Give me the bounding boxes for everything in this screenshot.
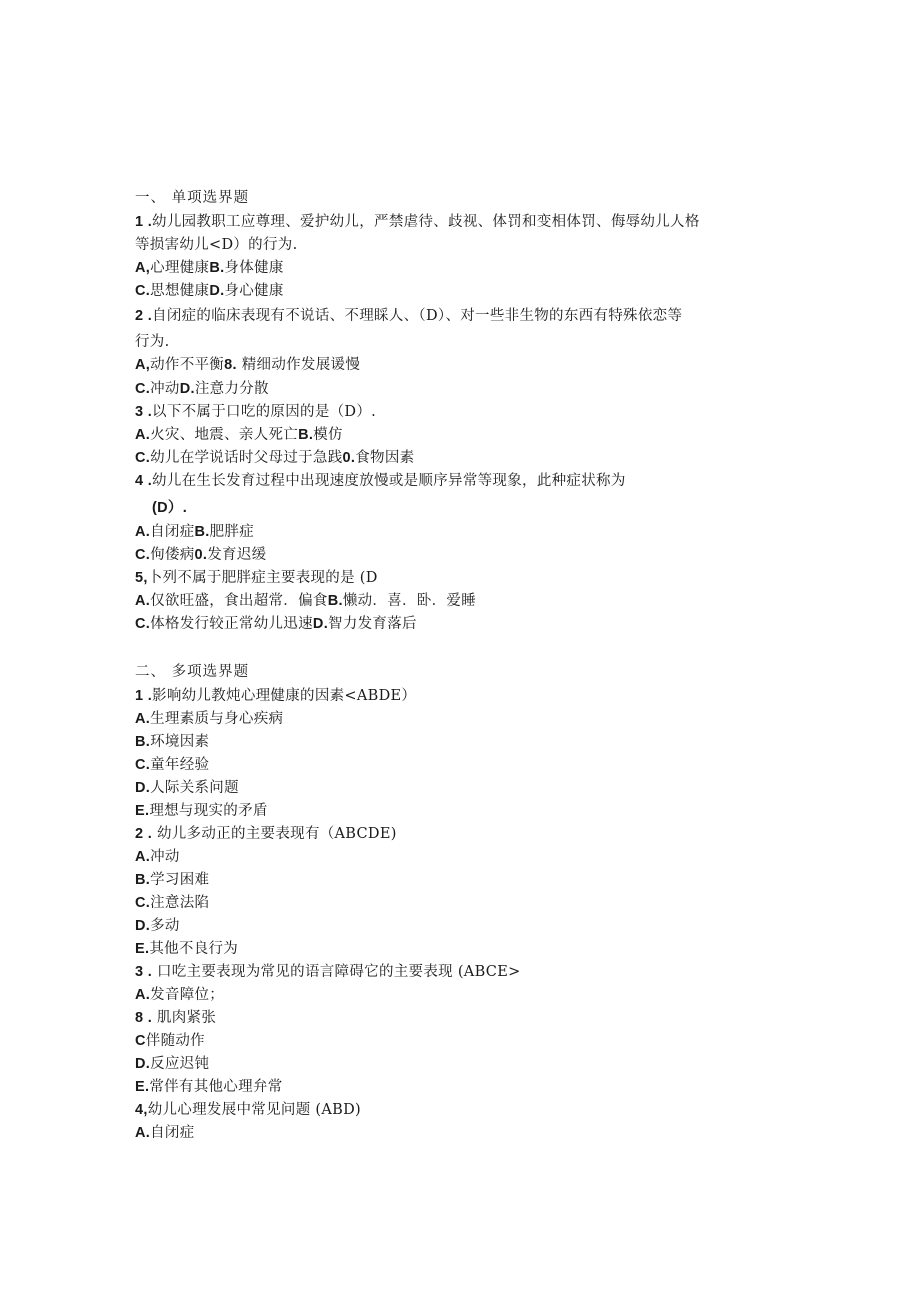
option-line (135, 1053, 209, 1075)
question-number: 3 . (135, 404, 153, 420)
option-text: 童年经验 (150, 757, 210, 773)
option-letter: D. (209, 283, 225, 299)
option-text: 常伴有其他心理弁常 (149, 1079, 283, 1095)
option-text: 人际关系问题 (150, 780, 239, 796)
question-line (135, 567, 378, 589)
question-line (135, 331, 170, 353)
option-letter: E. (135, 803, 150, 819)
question-text: 自闭症的临床表现有不说话、不理睬人、（D）、对一些非生物的东西有特殊依恋等 (152, 308, 683, 324)
option-letter: A. (135, 711, 151, 727)
option-letter: C. (135, 757, 151, 773)
option-line (135, 892, 209, 914)
option-letter: A. (135, 1125, 151, 1141)
question-line (135, 823, 397, 845)
option-line (135, 731, 209, 753)
option-text: 佝偻病 (150, 547, 195, 563)
option-letter: C. (135, 283, 151, 299)
option-text: 伴随动作 (145, 1033, 205, 1049)
question-line (135, 401, 376, 423)
option-text: 注意法陷 (150, 895, 210, 911)
question-text: 卜列不属于肥胖症主要表现的是 (D (147, 570, 378, 586)
question-number: 1 . (135, 214, 153, 230)
option-letter: 8 . (135, 1010, 153, 1026)
option-line (135, 869, 209, 891)
option-line (135, 1122, 195, 1144)
question-text: 幼儿心理发展中常见问题 (ABD) (147, 1102, 361, 1118)
option-letter: B. (209, 260, 225, 276)
option-text: 仅欲旺盛，食出超常．偏食 (150, 593, 328, 609)
option-line (135, 1076, 283, 1098)
option-line (135, 984, 224, 1006)
option-text: 幼儿在学说话时父母过于急践 (150, 450, 343, 466)
option-text: 身体健康 (224, 260, 284, 276)
option-line (135, 708, 283, 730)
option-line (135, 544, 266, 566)
option-text: 动作不平衡 (150, 357, 225, 373)
option-line (135, 777, 239, 799)
option-letter: D. (312, 616, 329, 632)
option-letter: C. (135, 616, 151, 632)
question-text: 幼儿园教职工应尊理、爱护幼儿，严禁虐待、歧视、体罚和变相体罚、侮辱幼儿人格 (152, 214, 700, 230)
question-text: 以下不属于口吃的原因的是（D）. (152, 404, 377, 420)
section-1-heading: 一、 单项选界题 (135, 190, 250, 206)
question-text: 幼儿在生长发育过程中出现速度放慢或是顺序异常等现象，此种症状称为 (152, 473, 626, 489)
option-line (135, 257, 284, 279)
option-line (135, 1030, 205, 1052)
option-line (135, 590, 476, 612)
question-line (135, 305, 682, 327)
option-letter: C (135, 1033, 146, 1049)
option-letter: B. (135, 734, 151, 750)
option-text: 食物因素 (355, 450, 415, 466)
question-number: 2 . (135, 308, 153, 324)
question-text: 等损害幼儿<D）的行为. (135, 237, 298, 253)
option-letter: A. (135, 427, 151, 443)
option-letter: A. (135, 593, 151, 609)
option-text: 其他不良行为 (149, 941, 239, 957)
option-letter: C. (135, 381, 151, 397)
option-line (135, 846, 180, 868)
option-letter: A. (135, 987, 151, 1003)
option-letter: A, (135, 357, 151, 373)
option-text: 自闭症 (150, 1125, 195, 1141)
option-text: 思想健康 (150, 283, 210, 299)
option-text: 生理素质与身心疾病 (150, 711, 284, 727)
answer-text: (D）. (152, 500, 188, 516)
option-text: 学习困难 (150, 872, 210, 888)
option-letter: C. (135, 450, 151, 466)
option-text: 智力发育落后 (328, 616, 417, 632)
option-text: 多动 (150, 918, 180, 934)
question-number: 4, (135, 1102, 148, 1118)
question-number: 4 . (135, 473, 153, 489)
option-text: 注意力分散 (194, 381, 269, 397)
option-text: 肥胖症 (209, 524, 255, 540)
question-line (135, 470, 626, 492)
option-letter: C. (135, 547, 151, 563)
option-letter: 0. (194, 547, 208, 563)
option-line (135, 354, 360, 376)
question-number: 1 . (135, 688, 153, 704)
option-letter: C. (135, 895, 151, 911)
option-line (135, 754, 209, 776)
question-number: 3 . (135, 964, 153, 980)
question-line (135, 1099, 361, 1121)
option-text: 自闭症 (150, 524, 195, 540)
option-letter: D. (135, 780, 151, 796)
option-letter: D. (179, 381, 195, 397)
question-line (135, 211, 700, 233)
option-text: 发音障位； (150, 987, 225, 1003)
option-text: 懒动．喜．卧．爱睡 (342, 593, 477, 609)
option-line (135, 613, 417, 635)
question-line (135, 234, 297, 256)
question-number: 5, (135, 570, 148, 586)
option-letter: A. (135, 524, 151, 540)
option-line (135, 447, 414, 469)
question-text: 行为. (135, 334, 170, 350)
option-letter: B. (194, 524, 210, 540)
option-letter: 8. (224, 357, 237, 373)
question-text: 幼儿多动正的主要表现有（ABCDE) (152, 826, 397, 842)
option-letter: 0. (342, 450, 356, 466)
option-text: 精细动作发展谖慢 (236, 357, 361, 373)
option-text: 身心健康 (224, 283, 284, 299)
option-text: 环境因素 (150, 734, 210, 750)
option-line (135, 521, 254, 543)
option-letter: B. (298, 427, 314, 443)
section-2-heading: 二、 多项选界题 (135, 664, 250, 680)
option-letter: E. (135, 941, 150, 957)
option-text: 心理健康 (150, 260, 210, 276)
option-line (135, 938, 238, 960)
option-line (135, 800, 268, 822)
answer-line (152, 497, 187, 519)
question-line (135, 961, 521, 983)
option-text: 发育迟缓 (207, 547, 267, 563)
option-letter: B. (135, 872, 151, 888)
question-number: 2 . (135, 826, 153, 842)
option-line (135, 424, 343, 446)
option-letter: A, (135, 260, 151, 276)
option-text: 理想与现实的矛盾 (149, 803, 268, 819)
option-line (135, 378, 269, 400)
option-letter: E. (135, 1079, 150, 1095)
option-line (135, 280, 284, 302)
question-text: 口吃主要表现为常见的语言障碍它的主要表现 (ABCE> (152, 964, 521, 980)
option-text: 冲动 (150, 849, 180, 865)
option-text: 冲动 (150, 381, 180, 397)
option-text: 模仿 (313, 427, 343, 443)
option-text: 体格发行较正常幼儿迅速 (150, 616, 313, 632)
option-text: 肌肉紧张 (152, 1010, 217, 1026)
option-letter: B. (327, 593, 343, 609)
question-text: 影响幼儿教炖心理健康的因素<ABDE） (152, 688, 417, 704)
option-text: 反应迟钝 (150, 1056, 210, 1072)
option-line (135, 1007, 216, 1029)
question-line (135, 685, 416, 707)
option-letter: A. (135, 849, 151, 865)
option-letter: D. (135, 918, 151, 934)
option-line (135, 915, 180, 937)
option-letter: D. (135, 1056, 151, 1072)
option-text: 火灾、地震、亲人死亡 (150, 427, 299, 443)
